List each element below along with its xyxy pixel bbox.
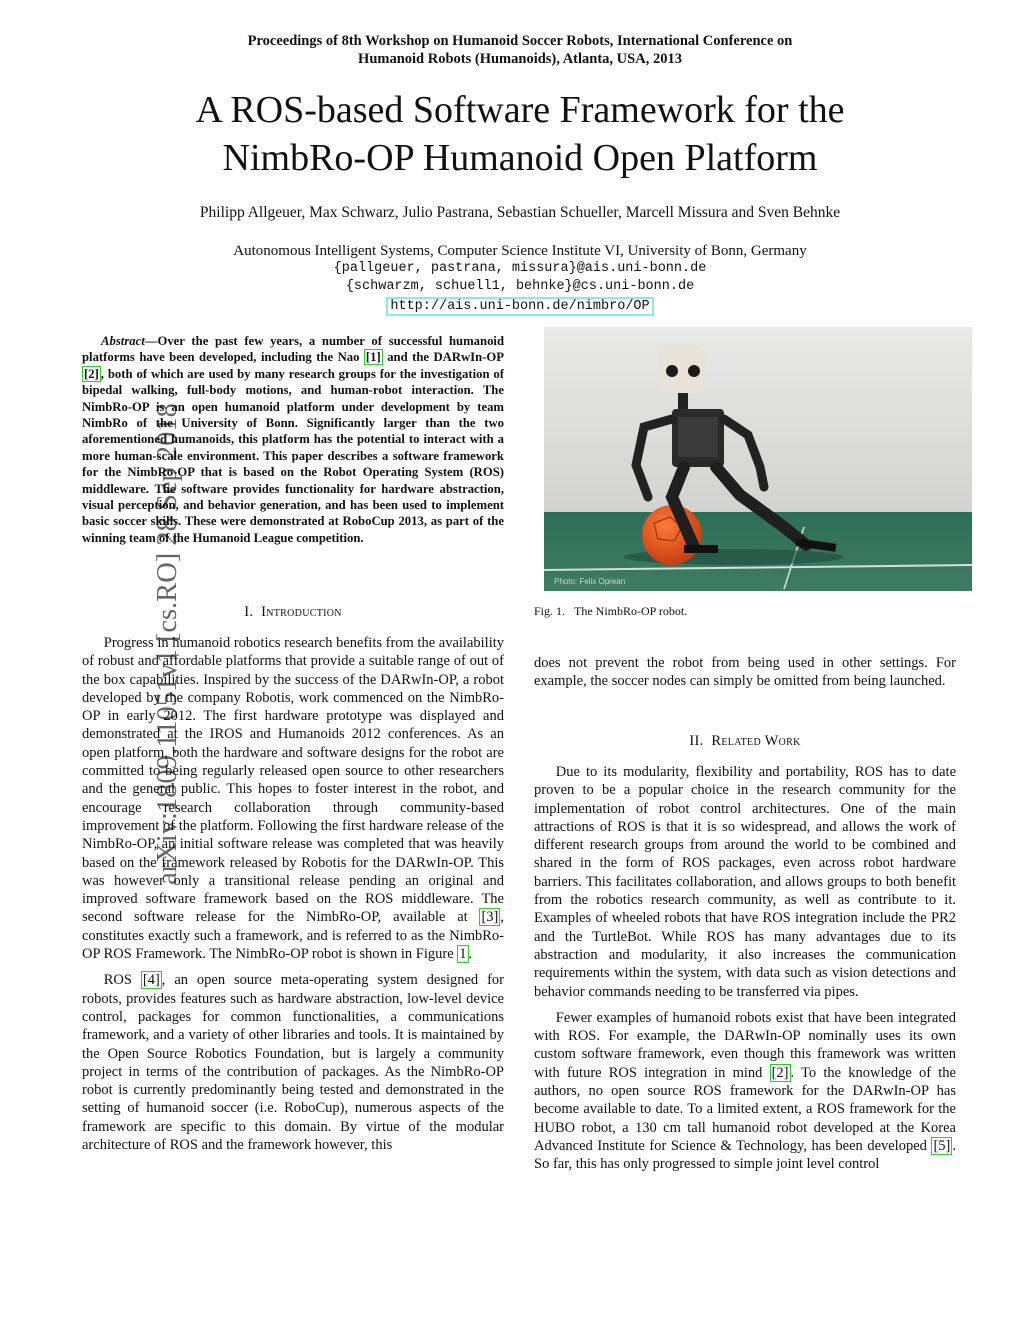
section-title: Related Work [711,733,801,749]
title-line-2: NimbRo-OP Humanoid Open Platform [222,137,818,179]
affiliation-institute: Autonomous Intelligent Systems, Computer Science Institute VI, University of Bonn, Germany [233,243,807,259]
caption-text: The NimbRo-OP robot. [574,604,688,618]
section-heading-related-work [534,733,956,750]
text-run: , constitutes exactly such a framework, and is referred to as the NimbRo-OP ROS Framework. The NimbRo-OP robot is shown in Figure [82,909,504,963]
arxiv-stamp: arXiv:1809.11051v1 [cs.RO] 28 Sep 2018 [152,403,183,885]
text-run: ROS [103,972,141,989]
venue-line-1: Proceedings of 8th Workshop on Humanoid Soccer Robots, International Conference on [247,33,793,49]
related-work-body [534,763,956,1174]
text-run: . So far, this has only progressed to simple joint level control [534,1137,956,1173]
introduction-body [82,634,504,1154]
email-line-1: {pallgeuer, pastrana, missura}@ais.uni-bonn.de [333,261,707,276]
citation-link[interactable]: [2] [84,366,99,381]
section-title: Introduction [261,604,342,620]
venue-header [120,32,920,68]
paper-title [100,86,940,182]
related-paragraph-1: Due to its modularity, flexibility and portability, ROS has to date proven to be a popular choice in the research community for the implementation of robot control architectures. One of the main attractions of ROS is that it is so widespread, and allows the work of different research groups from around the world to be combined and shared in the form of ROS packages, even across robot hardware barriers. This facilitates collaboration, and allows groups to both benefit from the robotics research community, as well as contribute to it. Examples of wheeled robots that have ROS integration include the PR2 and the TurtleBot. While ROS has many advantages due to its abstraction and modularity, it also increases the communication requirements within the system, with data such as vision detections and behavior commands needing to be transferred via pipes. [534,764,956,1000]
affiliation-block [60,242,980,316]
section-number: II. [689,733,704,749]
intro-paragraph-2 [82,971,504,1154]
citation-link[interactable]: [5] [933,1137,951,1154]
project-url-link[interactable]: http://ais.uni-bonn.de/nimbro/OP [386,297,653,316]
citation-link[interactable]: [4] [142,972,160,989]
abstract-text-1: —Over the past few years, a number of successful humanoid platforms have been developed, including the Nao [82,334,504,365]
citation-link[interactable]: [1] [365,350,381,365]
section-number: I. [244,604,254,620]
venue-line-2: Humanoid Robots (Humanoids), Atlanta, USA, 2013 [358,51,682,67]
text-run: Fewer examples of humanoid robots exist that have been integrated with ROS. For example, the DARwIn-OP nominally uses its own custom software framework, even though this framework was written with future ROS integration in mind [534,1009,956,1081]
title-line-1: A ROS-based Software Framework for the [195,89,845,131]
text-run: , an open source meta-operating system designed for robots, provides features such as hardware abstraction, low-level device control, packages for common functionalities, a communications framework, and a variety of other libraries and tools. It is maintained by the Open Source Robotics Foundation, but is largely a community project in terms of the contribution of packages. As the NimbRo-OP robot is currently predominantly being tested and demonstrated in the setting of humanoid soccer (i.e. RoboCup), numerous aspects of the framework are specific to this domain. By virtue of the modular architecture of ROS and the framework however, this [82,972,504,1154]
citation-link[interactable]: [3] [481,909,499,926]
text-run: Progress in humanoid robotics research benefits from the availability of robust and affordable platforms that provide a suitable range of out of the box capabilities. Inspired by the success of the DARwIn-OP, a robot developed by the company Robotis, work commenced on the NimbRo-OP in early 2012. The first hardware prototype was displayed and demonstrated at the IROS and Humanoids 2012 conferences. As an open platform, both the hardware and software designs for the robot are committed to being regularly released open source to other researchers and the general public. This hopes to foster interest in the robot, and encourage research collaboration through community-based improvement of the platform. Following the first hardware release of the NimbRo-OP, an initial software release was completed that was heavily based on the framework released by Robotis for the DARwIn-OP. This was however only a transitional release pending an original and improved software framework based on the ROS middleware. The second software release for the NimbRo-OP, available at [82,635,505,926]
intro-paragraph-1 [82,634,504,963]
robot-photo-illustration [544,327,972,591]
figure-ref-link[interactable]: 1 [459,946,467,963]
citation-link[interactable]: [2] [771,1064,789,1081]
text-run: . [468,946,473,963]
author-list: Philipp Allgeuer, Max Schwarz, Julio Pastrana, Sebastian Schueller, Marcell Missura and Sven Behnke [199,204,841,221]
text-run: . To the knowledge of the authors, no open source ROS framework for the DARwIn-OP has become available to date. To a limited extent, a ROS framework for the HUBO robot, a 130 cm tall humanoid robot developed at the Korea Advanced Institute for Science & Technology, has been developed [534,1064,956,1154]
abstract-text-3: , both of which are used by many research groups for the investigation of bipedal walking, full-body motions, and human-robot interaction. The NimbRo-OP is an open humanoid platform under development by team NimbRo of the University of Bonn. Significantly larger than the two aforementioned humanoids, this platform has the potential to interact with a more human-scale environment. This paper describes a software framework for the NimbRo-OP that is based on the Robot Operating System (ROS) middleware. The software provides functionality for hardware abstraction, visual perception, and behavior generation, and has been used to implement basic soccer skills. These were demonstrated at RoboCup 2013, as part of the winning team of the Humanoid League competition. [82,366,504,545]
abstract [82,333,504,546]
abstract-text-2: and the DARwIn-OP [382,350,504,365]
section-heading-introduction [82,604,504,621]
right-column-continuation [534,654,956,691]
figure-caption [534,604,687,619]
abstract-label: Abstract [101,334,145,348]
robot-photo [544,327,972,591]
email-line-2: {schwarzm, schuell1, behnke}@cs.uni-bonn.de [345,279,695,294]
photo-credit: Photo: Felix Oprean [554,577,626,586]
caption-label: Fig. 1. [534,604,566,618]
continuation-paragraph: does not prevent the robot from being used in other settings. For example, the soccer nodes can simply be omitted from being launched. [534,655,956,690]
related-paragraph-2 [534,1009,956,1174]
